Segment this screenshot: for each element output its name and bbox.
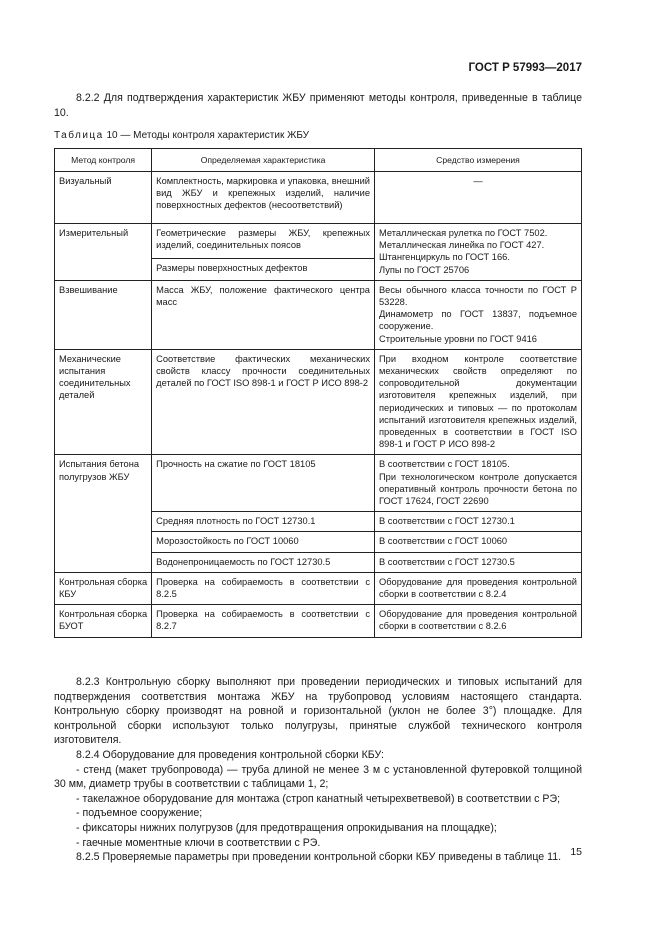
cell-instrument: В соответствии с ГОСТ 12730.1 <box>374 512 581 532</box>
section-8-2-3-to-8-2-5 <box>54 675 582 865</box>
table-caption <box>54 130 309 141</box>
cell-method: Визуальный <box>55 172 152 224</box>
table-row <box>55 572 582 604</box>
table-row <box>55 349 582 455</box>
cell-method: Взвешивание <box>55 280 152 349</box>
cell-instrument: Весы обычного класса точности по ГОСТ Р 53228. Динамометр по ГОСТ 13837, подъемное сооружение. Строительные уровни по ГОСТ 9416 <box>374 280 581 349</box>
table-caption-word: Таблица <box>54 130 104 141</box>
list-item: - фиксаторы нижних полугрузов (для предотвращения опрокидывания на площадке); <box>76 821 497 834</box>
cell-instrument: Оборудование для проведения контрольной сборки в соответствии с 8.2.4 <box>374 572 581 604</box>
header-method: Метод контроля <box>55 149 152 172</box>
table-row <box>55 605 582 637</box>
cell-instrument: — <box>374 172 581 224</box>
cell-characteristic: Комплектность, маркировка и упаковка, внешний вид ЖБУ и крепежных изделий, наличие поверхностных дефектов (несоответствий) <box>152 172 375 224</box>
paragraph-8-2-3: 8.2.3 Контрольную сборку выполняют при проведении периодических и типовых испытаний для подтверждения соответствия монтажа ЖБУ на трубопровод условиям настоящего стандарта. Контрольную сборку производят на ровной и горизонтальной (уклон не более 3°) площадке. Для контрольной сборки используют только полугрузы, принятые службой технического контроля изготовителя. <box>54 676 582 747</box>
paragraph-8-2-2: 8.2.2 Для подтверждения характеристик ЖБУ применяют методы контроля, приведенные в таблице 10. <box>54 92 582 119</box>
cell-characteristic: Морозостойкость по ГОСТ 10060 <box>152 532 375 552</box>
cell-instrument: В соответствии с ГОСТ 18105. При технологическом контроле допускается оперативный контроль прочности бетона по ГОСТ 17624, ГОСТ 22690 <box>374 455 581 512</box>
list-item: - стенд (макет трубопровода) — труба длиной не менее 3 м с установленной футеровкой толщиной 30 мм, диаметр трубы в соответствии с таблицами 1, 2; <box>54 763 582 791</box>
cell-instrument: В соответствии с ГОСТ 10060 <box>374 532 581 552</box>
list-item: - подъемное сооружение; <box>76 807 203 820</box>
table-header-row <box>55 149 582 172</box>
table-row <box>55 172 582 224</box>
cell-instrument: Металлическая рулетка по ГОСТ 7502. Металлическая линейка по ГОСТ 427. Штангенциркуль по ГОСТ 166. Лупы по ГОСТ 25706 <box>374 224 581 281</box>
cell-characteristic: Соответствие фактических механических свойств классу прочности соединительных деталей по ГОСТ ISO 898-1 и ГОСТ Р ИСО 898-2 <box>152 349 375 455</box>
cell-instrument: Оборудование для проведения контрольной сборки в соответствии с 8.2.6 <box>374 605 581 637</box>
paragraph-8-2-4: 8.2.4 Оборудование для проведения контрольной сборки КБУ: <box>76 748 384 761</box>
cell-method: Механические испытания соединительных деталей <box>55 349 152 455</box>
cell-method: Испытания бетона полугрузов ЖБУ <box>55 455 152 572</box>
cell-instrument: В соответствии с ГОСТ 12730.5 <box>374 552 581 572</box>
list-item: - такелажное оборудование для монтажа (строп канатный четырехветвевой) в соответствии с РЭ; <box>76 792 561 805</box>
cell-characteristic: Размеры поверхностных дефектов <box>152 258 375 280</box>
header-characteristic: Определяемая характеристика <box>152 149 375 172</box>
cell-characteristic: Прочность на сжатие по ГОСТ 18105 <box>152 455 375 512</box>
cell-method: Контрольная сборка КБУ <box>55 572 152 604</box>
cell-method: Контрольная сборка БУОТ <box>55 605 152 637</box>
page-number: 15 <box>570 846 582 858</box>
cell-characteristic: Масса ЖБУ, положение фактического центра масс <box>152 280 375 349</box>
cell-instrument: При входном контроле соответствие механических свойств определяют по сопроводительной документации изготовителя крепежных изделий, при периодических и типовых — по протоколам испытаний изготовителя крепежных изделий, проведенных в соответствии в ГОСТ ISO 898-1 и ГОСТ Р ИСО 898-2 <box>374 349 581 455</box>
cell-characteristic: Проверка на собираемость в соответствии с 8.2.7 <box>152 605 375 637</box>
paragraph-8-2-5: 8.2.5 Проверяемые параметры при проведении контрольной сборки КБУ приведены в таблице 11. <box>76 851 562 864</box>
table-caption-title: 10 — Методы контроля характеристик ЖБУ <box>103 130 310 141</box>
table-row <box>55 224 582 259</box>
table-row <box>55 280 582 349</box>
standard-number: ГОСТ Р 57993—2017 <box>468 62 582 74</box>
cell-characteristic: Проверка на собираемость в соответствии с 8.2.5 <box>152 572 375 604</box>
cell-characteristic: Средняя плотность по ГОСТ 12730.1 <box>152 512 375 532</box>
cell-characteristic: Геометрические размеры ЖБУ, крепежных изделий, соединительных поясов <box>152 224 375 259</box>
table-row <box>55 455 582 512</box>
cell-characteristic: Водонепроницаемость по ГОСТ 12730.5 <box>152 552 375 572</box>
header-instrument: Средство измерения <box>374 149 581 172</box>
cell-method: Измерительный <box>55 224 152 281</box>
methods-table <box>54 148 582 638</box>
list-item: - гаечные моментные ключи в соответствии с РЭ. <box>76 836 321 849</box>
